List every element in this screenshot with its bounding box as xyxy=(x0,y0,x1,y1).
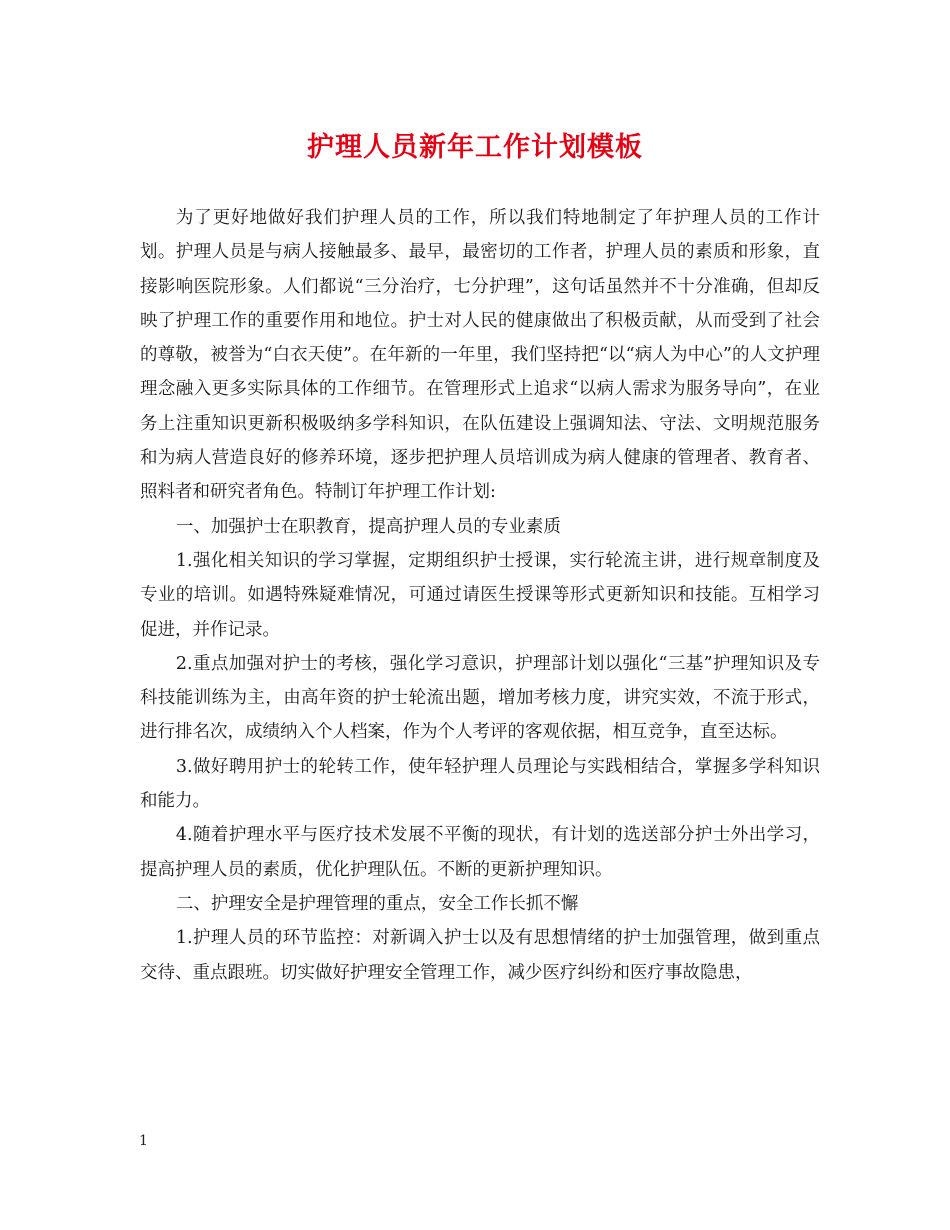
section-heading: 一、加强护士在职教育，提高护理人员的专业素质 xyxy=(175,516,561,537)
list-item: 1.强化相关知识的学习掌握，定期组织护士授课，实行轮流主讲，进行规章制度及专业的培训。如遇特殊疑难情况，可通过请医生授课等形式更新知识和技能。互相学习促进，并作记录。 xyxy=(140,550,820,640)
intro-paragraph: 为了更好地做好我们护理人员的工作，所以我们特地制定了年护理人员的工作计划。护理人员是与病人接触最多、最早，最密切的工作者，护理人员的素质和形象，直接影响医院形象。人们都说“三分治疗，七分护理”，这句话虽然并不十分准确，但却反映了护理工作的重要作用和地位。护士对人民的健康做出了积极贡献，从而受到了社会的尊敬，被誉为“白衣天使”。在年新的一年里，我们坚持把“以“病人为中心”的人文护理理念融入更多实际具体的工作细节。在管理形式上追求“以病人需求为服务导向”，在业务上注重知识更新积极吸纳多学科知识，在队伍建设上强调知法、守法、文明规范服务和为病人营造良好的修养环境，逐步把护理人员培训成为病人健康的管理者、教育者、照料者和研究者角色。特制订年护理工作计划: xyxy=(140,208,820,503)
page-number: 1 xyxy=(139,1133,148,1149)
document-title: 护理人员新年工作计划模板 xyxy=(307,132,643,163)
list-item: 1.护理人员的环节监控：对新调入护士以及有思想情绪的护士加强管理，做到重点交待、重点跟班。切实做好护理安全管理工作，减少医疗纠纷和医疗事故隐患， xyxy=(140,928,820,983)
document-body xyxy=(140,201,820,990)
list-item: 3.做好聘用护士的轮转工作，使年轻护理人员理论与实践相结合，掌握多学科知识和能力。 xyxy=(140,756,820,812)
list-item: 2.重点加强对护士的考核，强化学习意识，护理部计划以强化“三基”护理知识及专科技能训练为主，由高年资的护士轮流出题，增加考核力度，讲究实效，不流于形式，进行排名次，成绩纳入个人档案，作为个人考评的客观依据，相互竞争，直至达标。 xyxy=(140,653,820,743)
list-item: 4.随着护理水平与医疗技术发展不平衡的现状，有计划的选送部分护士外出学习，提高护理人员的素质，优化护理队伍。不断的更新护理知识。 xyxy=(140,825,820,880)
section-heading: 二、护理安全是护理管理的重点，安全工作长抓不懈 xyxy=(175,893,579,914)
